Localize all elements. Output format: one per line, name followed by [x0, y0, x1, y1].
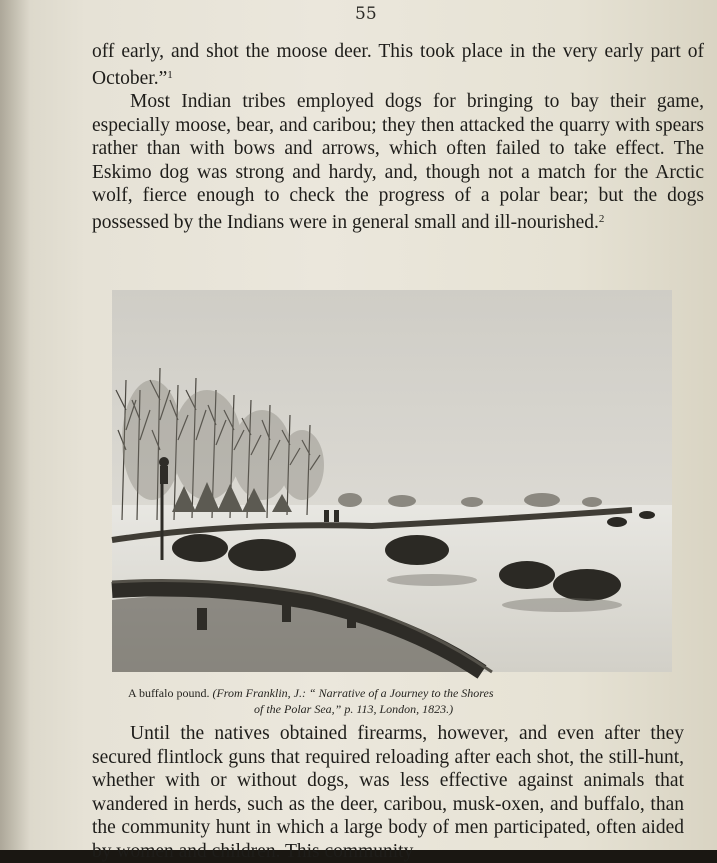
figure-caption: [128, 685, 668, 717]
caption-source-line-1: (From Franklin, J.: “ Narrative of a Journey to the Shores: [212, 686, 494, 700]
footnote-marker: 1: [167, 68, 173, 81]
paragraph-text: Until the natives obtained firearms, however, and even after they secured flintlock guns that required reloading after each shot, the still-hunt, whether with or without dogs, was less effective against animals that wandered in herds, such as the deer, caribou, musk-oxen, and buffalo, than the community hunt in which a large body of men participated, often aided by women and children. This community: [92, 723, 684, 862]
footnote-marker: 2: [598, 212, 605, 225]
top-text-block: [92, 40, 704, 234]
bottom-text-block: [92, 722, 684, 863]
paragraph-1: [92, 40, 704, 90]
page-gutter-shadow: [0, 0, 30, 850]
paragraph-2: [92, 90, 704, 234]
caption-label: A buffalo pound.: [128, 686, 210, 700]
paragraph-text: Most Indian tribes employed dogs for bringing to bay their game, especially moose, bear, and caribou; they then attacked the quarry with spears rather than with bows and arrows, which often failed to take effect. The Eskimo dog was strong and hardy, and, though not a match for the Arctic wolf, fierce enough to check the progress of a polar bear; but the dogs possessed by the Indians were in general small and ill-nourished.: [92, 91, 704, 233]
page-number: 55: [355, 4, 377, 24]
paragraph-3: [92, 722, 684, 863]
caption-source-line-2: of the Polar Sea,” p. 113, London, 1823.): [254, 702, 454, 716]
paragraph-text: off early, and shot the moose deer. This took place in the very early part of October.”: [92, 41, 704, 89]
buffalo-pound-illustration: [112, 290, 672, 672]
